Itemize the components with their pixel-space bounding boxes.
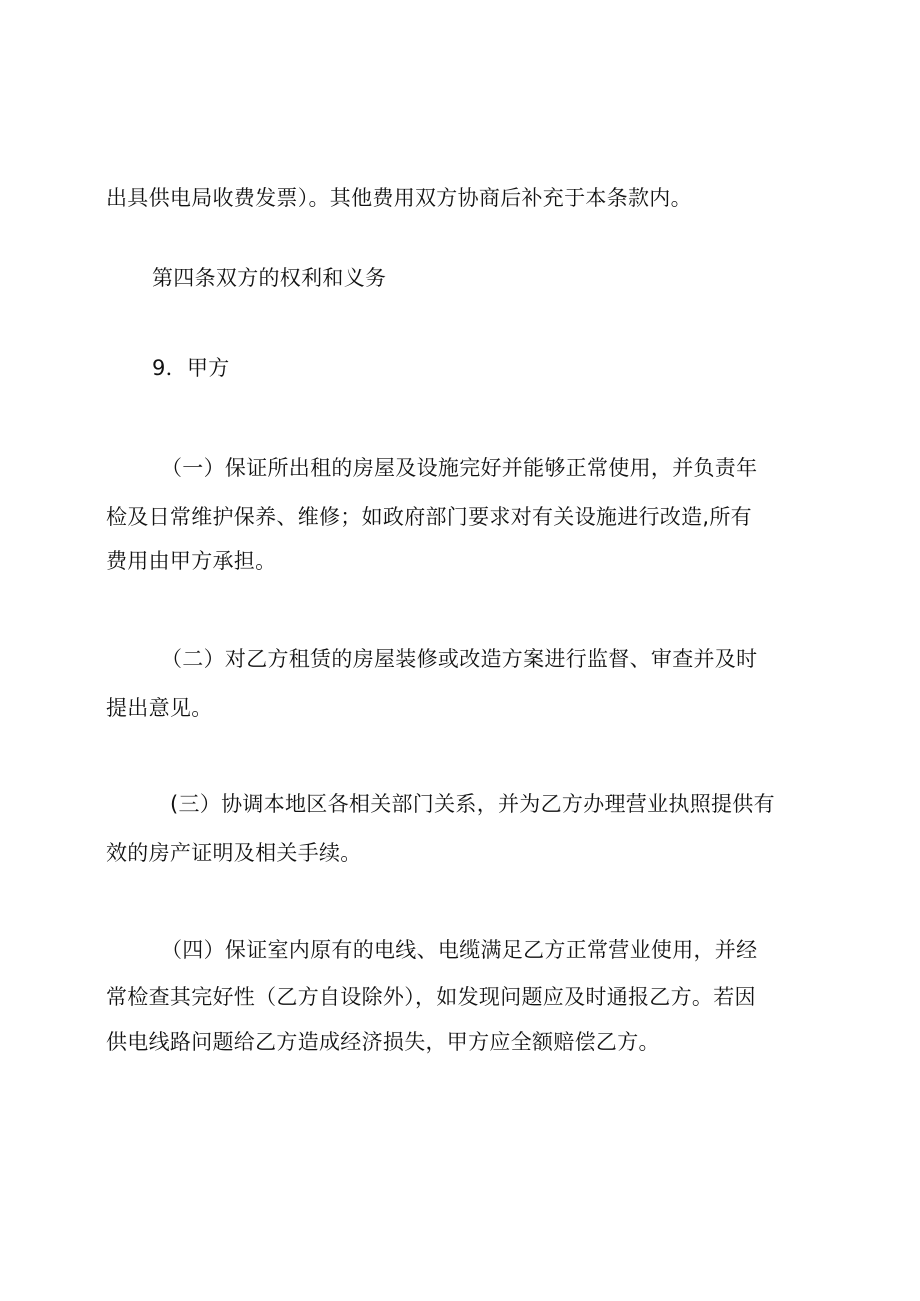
item1-line1: （一）保证所出租的房屋及设施完好并能够正常使用，并负责年 — [161, 456, 758, 480]
article-heading: 第四条双方的权利和义务 — [152, 266, 387, 290]
item1-line2: 检及日常维护保养、维修；如政府部门要求对有关设施进行改造,所有 — [106, 505, 752, 529]
item4-line1: （四）保证室内原有的电线、电缆满足乙方正常营业使用，并经 — [161, 938, 758, 962]
item3-line2: 效的房产证明及相关手续。 — [106, 841, 362, 865]
item4-line3: 供电线路问题给乙方造成经济损失，甲方应全额赔偿乙方。 — [106, 1030, 660, 1054]
section-heading: 9．甲方 — [152, 356, 230, 380]
item1-line3: 费用由甲方承担。 — [106, 549, 277, 573]
item2-line2: 提出意见。 — [106, 696, 213, 720]
item4-line2: 常检查其完好性（乙方自设除外），如发现问题应及时通报乙方。若因 — [106, 985, 756, 1009]
item3-line1: (三）协调本地区各相关部门关系，并为乙方办理营业执照提供有 — [170, 792, 775, 816]
item2-line1: （二）对乙方租赁的房屋装修或改造方案进行监督、审查并及时 — [161, 647, 758, 671]
paragraph-line: 出具供电局收费发票）。其他费用双方协商后补充于本条款内。 — [106, 186, 692, 210]
